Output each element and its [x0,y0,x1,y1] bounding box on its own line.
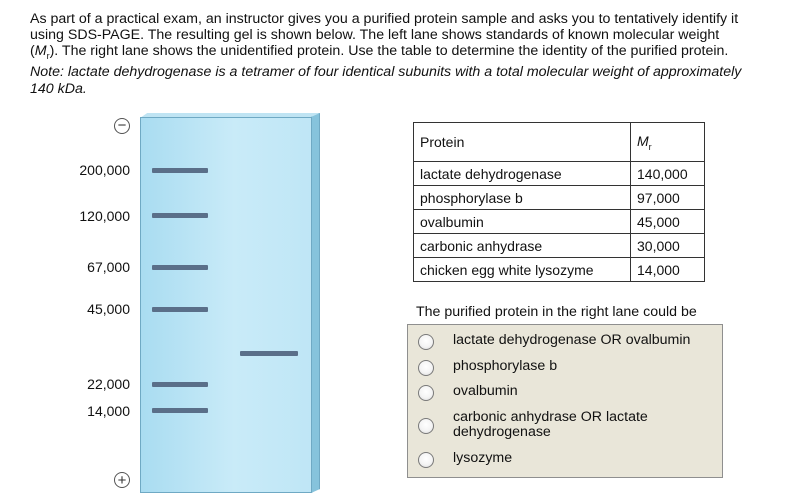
standard-band-67000 [152,265,208,270]
standard-label: 200,000 [79,162,130,178]
answer-options [407,324,723,478]
question-text: As part of a practical exam, an instructor gives you a purified protein sample and asks you to tentatively identify it using SDS-PAGE. The resulting gel is shown below. The left lane shows standards of known molecular weight $(M_r)$. The right lane shows the unidentified protein. Use the table to determine the identity of the purified protein. Note: lactate dehydrogenase is a tetramer of four identical subunits with a total molecular weight of approximately 140 kDa. [30,11,742,97]
answer-prompt: The purified protein in the right lane could be [416,304,697,320]
question-note: Note: lactate dehydrogenase is a tetramer of four identical subunits with a total molecular weight of approximately 140 kDa. [30,64,742,97]
standard-label: 22,000 [87,376,130,392]
option-label: ovalbumin [453,383,518,399]
standard-band-45000 [152,307,208,312]
standard-label: 45,000 [87,301,130,317]
sds-page-gel [140,117,312,493]
gel-side-face [311,113,320,493]
positive-electrode-icon: + [114,472,130,488]
option-label: lysozyme [453,450,513,466]
radio-button[interactable] [418,418,434,434]
standard-label: 67,000 [87,259,130,275]
radio-button[interactable] [418,334,434,350]
negative-electrode-icon: − [114,118,130,134]
unknown-protein-band [240,351,298,356]
protein-name: ovalbumin [414,210,631,234]
standard-band-22000 [152,382,208,387]
standard-label: 14,000 [87,403,130,419]
table-row [414,210,705,234]
radio-button[interactable] [418,385,434,401]
protein-mr: 45,000 [631,210,705,234]
standard-band-200000 [152,168,208,173]
protein-name: chicken egg white lysozyme [414,258,631,282]
protein-mr: 97,000 [631,186,705,210]
table-header-row [414,123,705,162]
option-label: carbonic anhydrase OR lactate dehydrogenase [453,409,648,440]
protein-table [413,122,705,282]
option-label: lactate dehydrogenase OR ovalbumin [453,332,691,348]
radio-button[interactable] [418,360,434,376]
protein-mr: 30,000 [631,234,705,258]
protein-name: phosphorylase b [414,186,631,210]
standard-band-14000 [152,408,208,413]
standard-label: 120,000 [79,208,130,224]
header-mr: $M_r$ [631,123,705,162]
protein-mr: 140,000 [631,162,705,186]
table-row [414,234,705,258]
radio-button[interactable] [418,452,434,468]
table-row [414,186,705,210]
header-protein: Protein [414,123,631,162]
table-row [414,258,705,282]
protein-name: carbonic anhydrase [414,234,631,258]
protein-mr: 14,000 [631,258,705,282]
standard-band-120000 [152,213,208,218]
table-row [414,162,705,186]
option-label: phosphorylase b [453,358,558,374]
protein-name: lactate dehydrogenase [414,162,631,186]
